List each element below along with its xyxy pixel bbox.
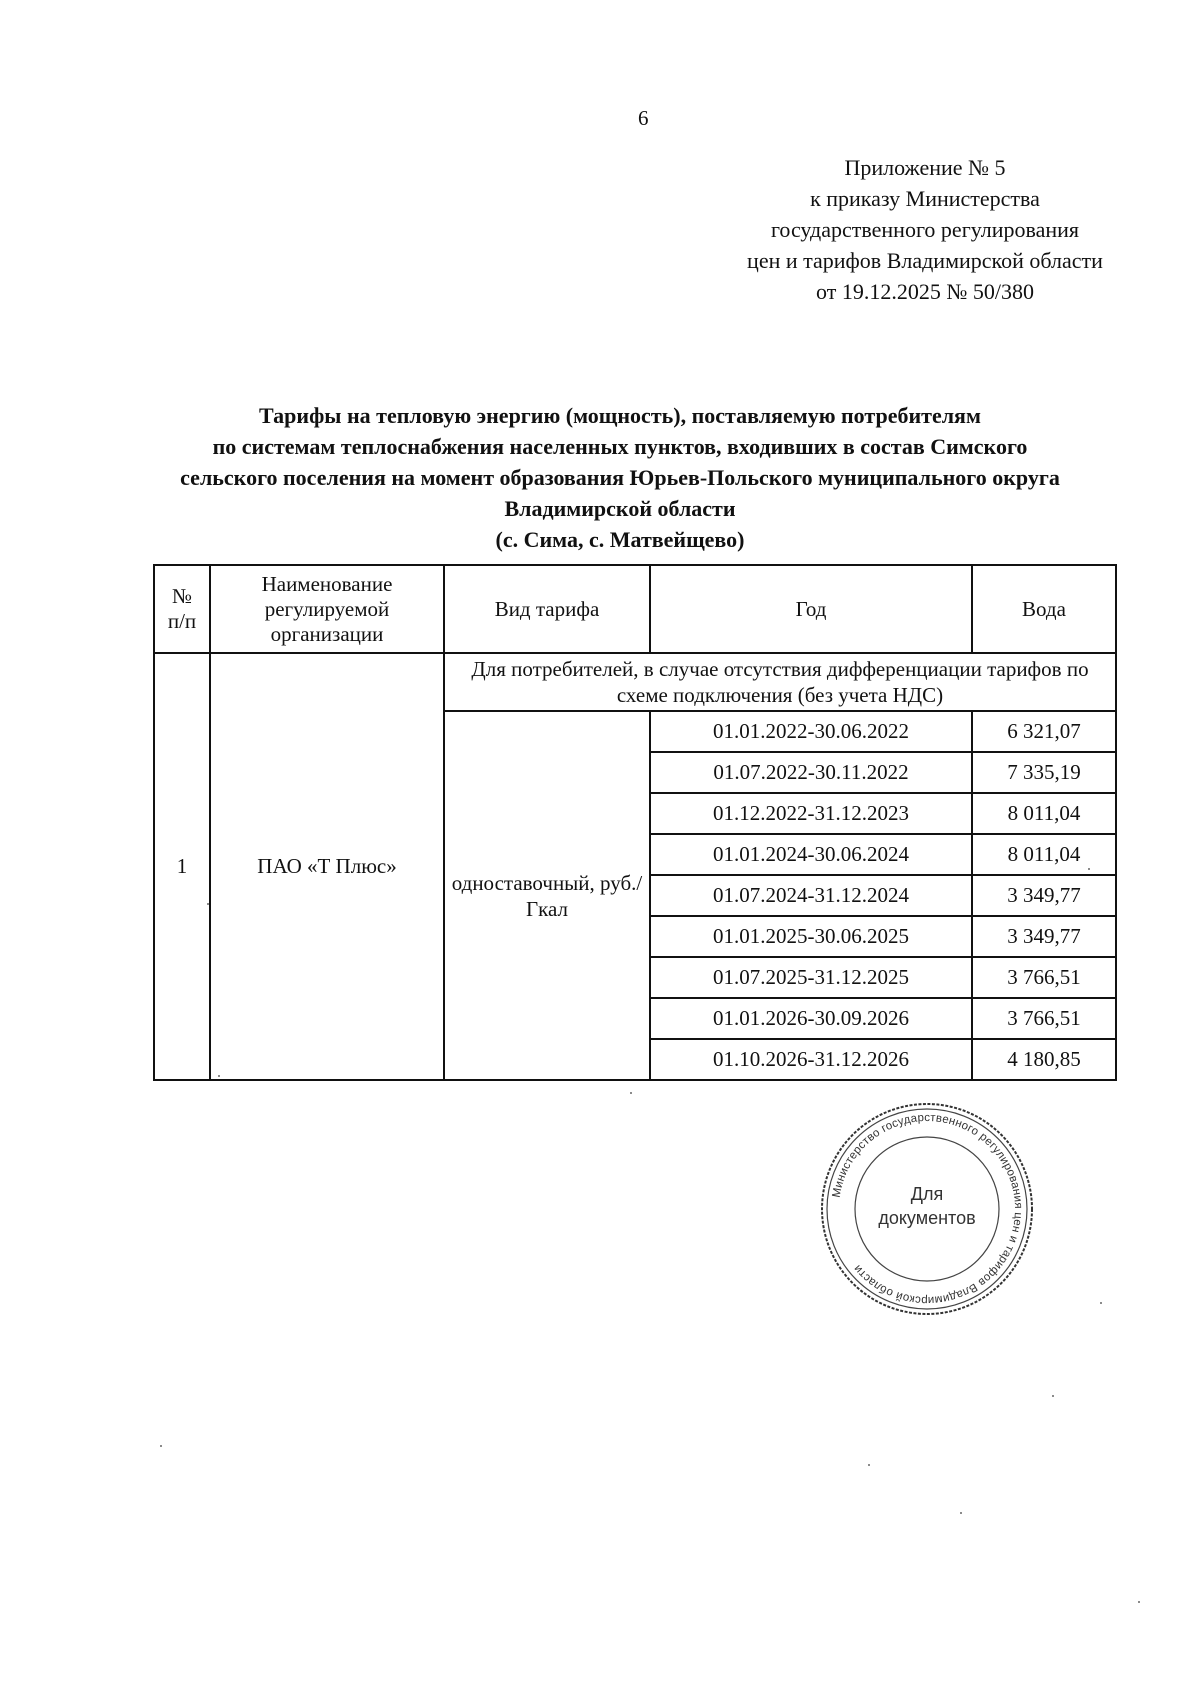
table-header-row [154,565,1116,653]
tariff-table [153,564,1117,1081]
scan-speck [1052,1395,1054,1397]
header-num: № п/п [154,565,210,653]
scan-speck [868,1464,870,1466]
value-cell: 7 335,19 [972,752,1116,793]
appendix-line: от 19.12.2025 № 50/380 [816,279,1034,304]
period-cell: 01.12.2022-31.12.2023 [650,793,972,834]
period-cell: 01.01.2025-30.06.2025 [650,916,972,957]
value-cell: 8 011,04 [972,793,1116,834]
value-cell: 3 766,51 [972,957,1116,998]
seal-center-line1: Для [910,1184,944,1204]
header-water: Вода [972,565,1116,653]
period-cell: 01.01.2024-30.06.2024 [650,834,972,875]
seal-ring-text: Министерство государственного регулирования цен и тарифов Владимирской области [830,1111,1025,1307]
appendix-line: государственного регулирования [770,217,1080,242]
seal-graphic [818,1100,1036,1318]
table-row [154,653,1116,711]
title-line: Тарифы на тепловую энергию (мощность), поставляемую потребителям [259,403,981,428]
scan-speck [630,1092,632,1094]
seal-center-line2: документов [878,1208,976,1228]
scan-speck [218,1075,220,1077]
title-line: Владимирской области [504,496,736,521]
scan-speck [960,1512,962,1514]
header-organization: Наименование регулируемой организации [210,565,444,653]
value-cell: 3 349,77 [972,916,1116,957]
title-line: (с. Сима, с. Матвейщево) [495,527,745,552]
value-cell: 3 349,77 [972,875,1116,916]
header-year: Год [650,565,972,653]
scan-speck [1088,868,1090,870]
title-line: сельского поселения на момент образования Юрьев-Польского муниципального округа [180,465,1060,490]
value-cell: 3 766,51 [972,998,1116,1039]
tariff-type: одноставочный, руб./Гкал [444,711,650,1080]
official-seal [818,1100,1036,1318]
period-cell: 01.07.2022-30.11.2022 [650,752,972,793]
appendix-reference [700,152,1150,307]
document-title [120,400,1120,555]
appendix-line: Приложение № 5 [844,155,1006,180]
scan-speck [207,903,209,905]
organization-name: ПАО «Т Плюс» [210,653,444,1080]
scan-speck [1138,1601,1140,1603]
period-cell: 01.01.2022-30.06.2022 [650,711,972,752]
value-cell: 8 011,04 [972,834,1116,875]
header-tariff-type: Вид тарифа [444,565,650,653]
value-cell: 4 180,85 [972,1039,1116,1080]
row-number: 1 [154,653,210,1080]
period-cell: 01.07.2025-31.12.2025 [650,957,972,998]
appendix-line: к приказу Министерства [810,186,1040,211]
period-cell: 01.07.2024-31.12.2024 [650,875,972,916]
period-cell: 01.10.2026-31.12.2026 [650,1039,972,1080]
value-cell: 6 321,07 [972,711,1116,752]
scan-speck [1100,1302,1102,1304]
period-cell: 01.01.2026-30.09.2026 [650,998,972,1039]
title-line: по системам теплоснабжения населенных пунктов, входивших в состав Симского [212,434,1028,459]
appendix-line: цен и тарифов Владимирской области [747,248,1103,273]
consumer-note: Для потребителей, в случае отсутствия дифференциации тарифов по схеме подключения (без учета НДС) [444,653,1116,711]
scan-speck [160,1445,162,1447]
page-number: 6 [638,106,649,130]
